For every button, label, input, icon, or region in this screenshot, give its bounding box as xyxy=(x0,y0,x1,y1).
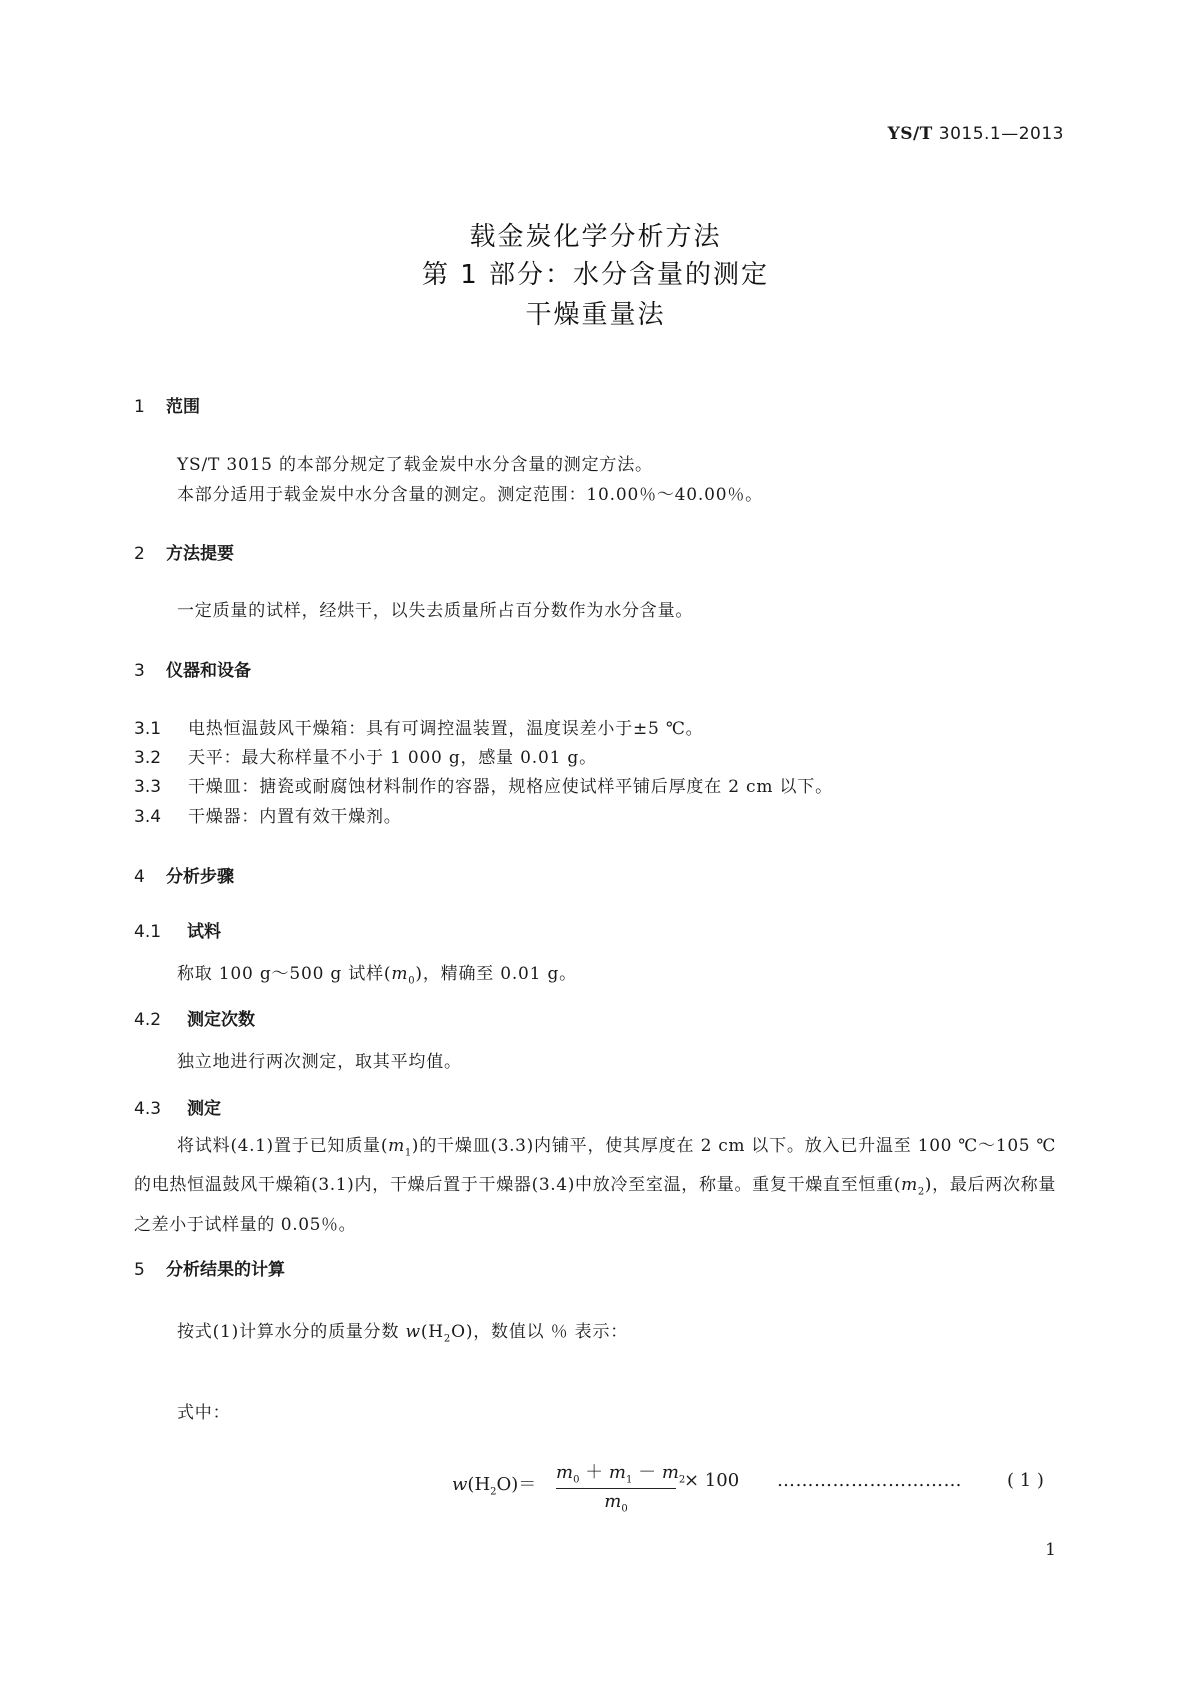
where-label: 式中： xyxy=(177,1403,231,1423)
standard-code-prefix: YS/T xyxy=(887,124,933,144)
formula-lhs xyxy=(452,1470,536,1498)
num-m2-sub: 2 xyxy=(678,1474,686,1486)
section-3-heading xyxy=(134,656,251,681)
section-4-3-part-2: )的干燥皿(3.3)内铺平，使其厚度在 2 cm 以下。放入已升温至 100 ℃～105 ℃的电热恒温鼓风干燥箱(3.1)内，干燥后置于干燥器(3.4)中放冷至室温，称量。重复干燥直至恒重( xyxy=(134,1136,1057,1196)
formula-lhs-sub: 2 xyxy=(490,1486,497,1498)
section-4-3-heading xyxy=(134,1094,221,1119)
var-m-sub: 0 xyxy=(408,975,416,987)
item-3-1-number: 3.1 xyxy=(134,719,162,739)
formula-lhs-a: (H xyxy=(467,1474,491,1495)
item-3-4 xyxy=(134,802,402,827)
section-3-number: 3 xyxy=(134,661,145,681)
item-3-2-number: 3.2 xyxy=(134,748,162,768)
item-3-2-text: 天平：最大称样量不小于 1 000 g，感量 0.01 g。 xyxy=(188,748,597,768)
section-2-para-1: 一定质量的试样，经烘干，以失去质量所占百分数作为水分含量。 xyxy=(177,601,694,621)
formula-dot-leader: ………………………… xyxy=(777,1470,962,1491)
formula-times-100: × 100 xyxy=(684,1470,740,1491)
section-2-heading xyxy=(134,539,234,564)
den-m0: m xyxy=(604,1490,622,1512)
section-4-3-text xyxy=(134,1130,1056,1241)
section-4-1-number: 4.1 xyxy=(134,922,162,942)
num-m0-sub: 0 xyxy=(573,1474,580,1486)
section-4-3-number: 4.3 xyxy=(134,1099,162,1119)
num-m0: m xyxy=(556,1462,574,1483)
item-3-2 xyxy=(134,743,597,768)
section-4-1-heading xyxy=(134,917,221,942)
section-5-intro-c: O)，数值以 ％ 表示： xyxy=(451,1322,629,1342)
section-3-title: 仪器和设备 xyxy=(166,661,251,681)
var-m1: m xyxy=(388,1136,405,1156)
item-3-1 xyxy=(134,714,703,739)
num-plus: ＋ xyxy=(579,1462,609,1483)
var-w: w xyxy=(405,1322,421,1342)
section-4-1-text xyxy=(177,959,577,986)
formula-denominator xyxy=(556,1491,676,1515)
var-m2: m xyxy=(901,1175,918,1196)
section-1-para-2: 本部分适用于载金炭中水分含量的测定。测定范围：10.00％～40.00％。 xyxy=(177,485,763,505)
title-line-1: 载金炭化学分析方法 xyxy=(469,222,722,252)
section-2-number: 2 xyxy=(134,544,145,564)
section-5-heading xyxy=(134,1255,285,1280)
section-5-intro-sub: 2 xyxy=(443,1333,452,1345)
title-line-2: 第 1 部分：水分含量的测定 xyxy=(421,260,770,290)
section-4-3-part-1: 将试料(4.1)置于已知质量( xyxy=(177,1136,389,1156)
section-5-title: 分析结果的计算 xyxy=(166,1260,285,1280)
section-4-2-number: 4.2 xyxy=(134,1010,162,1030)
var-m2-sub: 2 xyxy=(917,1186,925,1198)
section-4-3-title: 测定 xyxy=(187,1099,221,1119)
formula-lhs-w: w xyxy=(452,1474,468,1495)
section-4-title: 分析步骤 xyxy=(166,867,234,887)
section-2-title: 方法提要 xyxy=(166,544,234,564)
section-5-intro-b: (H xyxy=(420,1322,444,1342)
num-m1-sub: 1 xyxy=(625,1474,633,1486)
item-3-4-number: 3.4 xyxy=(134,807,162,827)
section-4-2-text: 独立地进行两次测定，取其平均值。 xyxy=(177,1052,462,1072)
standard-code-number: 3015.1—2013 xyxy=(938,124,1064,144)
section-4-2-heading xyxy=(134,1005,255,1030)
section-5-intro xyxy=(177,1317,628,1344)
item-3-4-text: 干燥器：内置有效干燥剂。 xyxy=(188,807,402,827)
section-1-heading xyxy=(134,392,200,417)
var-m: m xyxy=(391,964,409,984)
formula-fraction xyxy=(556,1458,686,1515)
section-4-heading xyxy=(134,862,234,887)
fraction-bar xyxy=(556,1488,676,1489)
standard-code xyxy=(888,124,1064,144)
page-number: 1 xyxy=(1045,1540,1056,1560)
section-5-number: 5 xyxy=(134,1260,145,1280)
formula-numerator xyxy=(556,1458,686,1486)
item-3-3-number: 3.3 xyxy=(134,777,162,797)
formula-1 xyxy=(452,1458,1062,1518)
item-3-1-text: 电热恒温鼓风干燥箱：具有可调控温装置，温度误差小于±5 ℃。 xyxy=(188,719,704,739)
item-3-3 xyxy=(134,772,833,797)
formula-lhs-b: O)＝ xyxy=(496,1474,537,1495)
num-minus: － xyxy=(632,1462,662,1483)
section-1-para-1: YS/T 3015 的本部分规定了载金炭中水分含量的测定方法。 xyxy=(177,455,653,475)
var-m1-sub: 1 xyxy=(404,1147,412,1159)
formula-equation-number: ( 1 ) xyxy=(1007,1470,1044,1491)
section-5-intro-a: 按式(1)计算水分的质量分数 xyxy=(177,1322,406,1342)
section-4-2-title: 测定次数 xyxy=(187,1010,255,1030)
section-1-title: 范围 xyxy=(166,397,200,417)
num-m1: m xyxy=(608,1462,626,1483)
section-4-1-text-a: 称取 100 g～500 g 试样( xyxy=(177,964,392,984)
section-4-3-part-3: )，最后两次称量之差小于试样量的 0.05％。 xyxy=(134,1175,1056,1235)
section-4-1-title: 试料 xyxy=(187,922,221,942)
den-m0-sub: 0 xyxy=(621,1503,628,1515)
section-1-number: 1 xyxy=(134,397,145,417)
num-m2: m xyxy=(661,1462,679,1483)
section-4-1-text-b: )，精确至 0.01 g。 xyxy=(415,964,577,984)
item-3-3-text: 干燥皿：搪瓷或耐腐蚀材料制作的容器，规格应使试样平铺后厚度在 2 cm 以下。 xyxy=(188,777,833,797)
section-4-number: 4 xyxy=(134,867,145,887)
title-line-3: 干燥重量法 xyxy=(525,300,666,330)
